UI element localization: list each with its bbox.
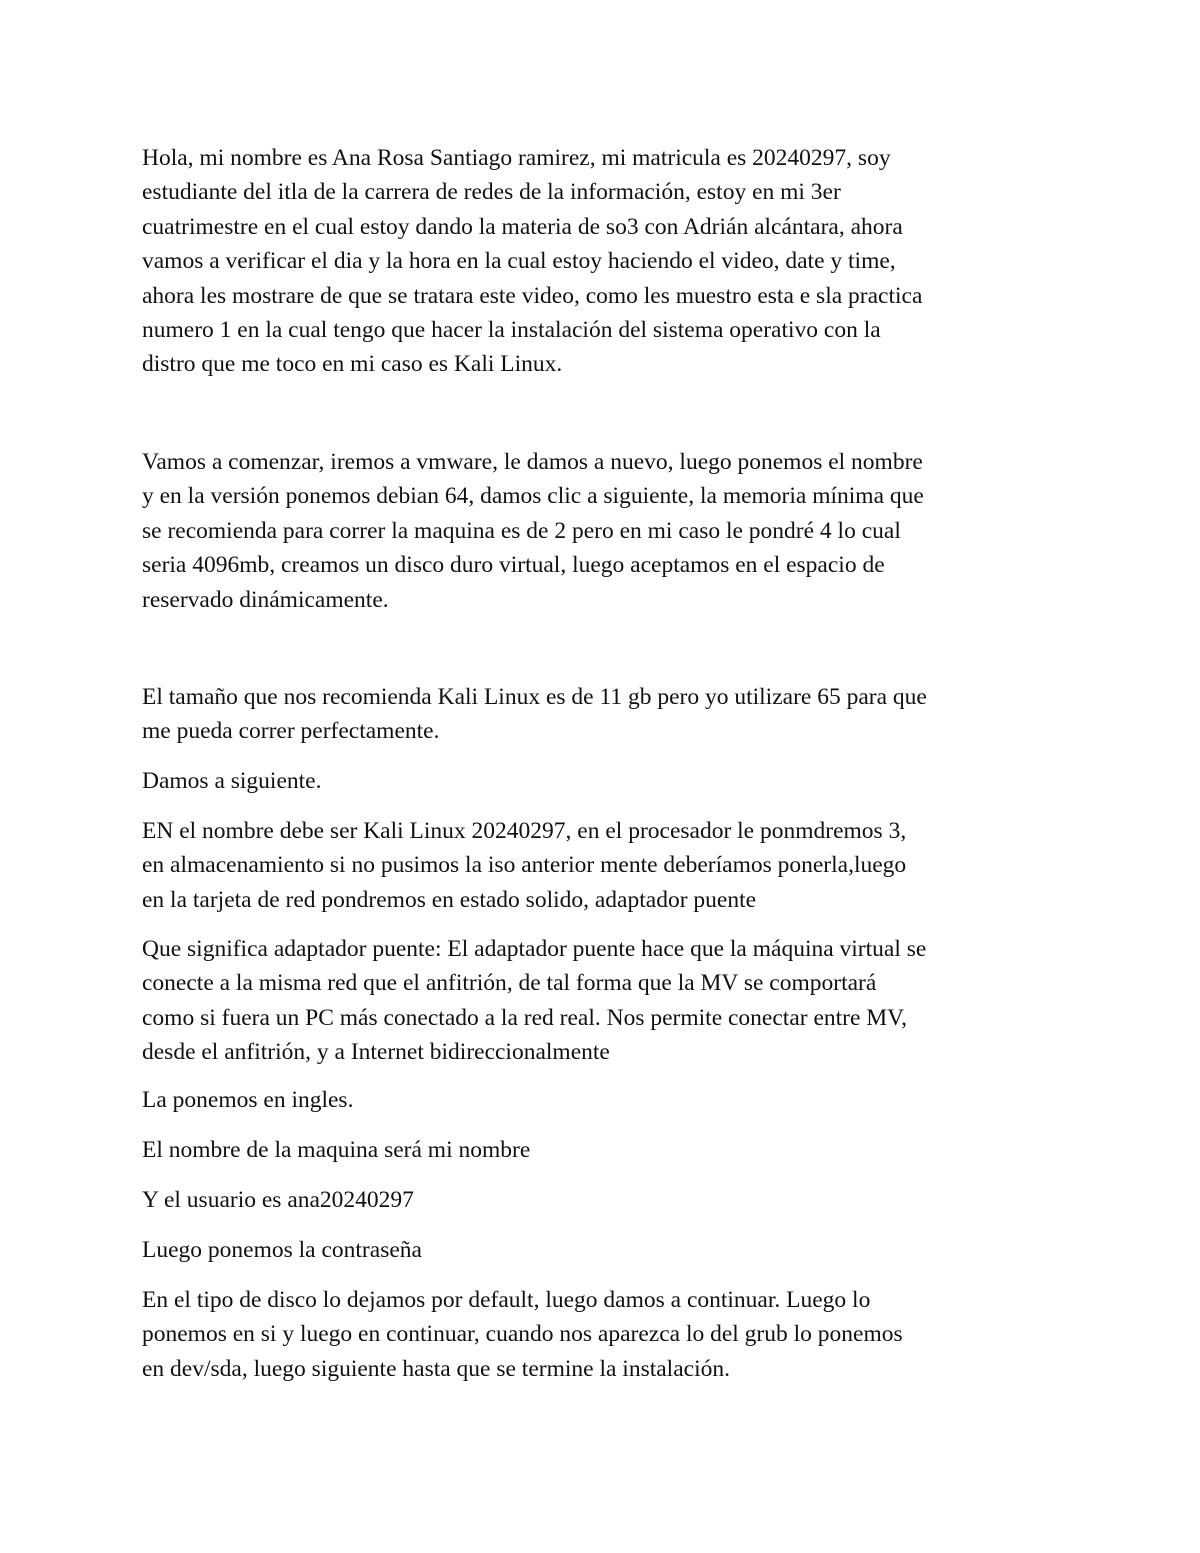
paragraph-vmware-setup	[142, 445, 1072, 617]
paragraph-language	[142, 1083, 1072, 1117]
paragraph-line: desde el anfitrión, y a Internet bidireccionalmente	[142, 1039, 610, 1066]
paragraph-line: Luego ponemos la contraseña	[142, 1237, 422, 1263]
paragraph-line: Hola, mi nombre es Ana Rosa Santiago ramirez, mi matricula es 20240297, soy	[142, 145, 891, 171]
paragraph-line: en dev/sda, luego siguiente hasta que se termine la instalación.	[142, 1355, 730, 1382]
paragraph-line: en la tarjeta de red pondremos en estado solido, adaptador puente	[142, 886, 757, 913]
paragraph-introduction	[142, 141, 1072, 382]
paragraph-disk-size	[142, 680, 1072, 749]
paragraph-line: vamos a verificar el dia y la hora en la cual estoy haciendo el video, date y time,	[142, 248, 896, 275]
paragraph-line: se recomienda para correr la maquina es de 2 pero en mi caso le pondré 4 lo cual	[142, 517, 901, 544]
paragraph-line: Vamos a comenzar, iremos a vmware, le damos a nuevo, luego ponemos el nombre	[142, 449, 923, 475]
paragraph-line: me pueda correr perfectamente.	[142, 718, 440, 745]
paragraph-line: reservado dinámicamente.	[142, 586, 389, 613]
paragraph-line: cuatrimestre en el cual estoy dando la materia de so3 con Adrián alcántara, ahora	[142, 213, 903, 240]
paragraph-line: Y el usuario es ana20240297	[142, 1187, 414, 1213]
paragraph-next-step	[142, 764, 1072, 798]
paragraph-line: numero 1 en la cual tengo que hacer la instalación del sistema operativo con la	[142, 316, 881, 343]
paragraph-vm-name	[142, 814, 1072, 917]
paragraph-line: distro que me toco en mi caso es Kali Linux.	[142, 351, 563, 378]
paragraph-line: EN el nombre debe ser Kali Linux 20240297, en el procesador le ponmdremos 3,	[142, 818, 907, 844]
paragraph-line: en almacenamiento si no pusimos la iso anterior mente deberíamos ponerla,luego	[142, 852, 907, 879]
paragraph-line: como si fuera un PC más conectado a la red real. Nos permite conectar entre MV,	[142, 1004, 908, 1031]
paragraph-line: El nombre de la maquina será mi nombre	[142, 1137, 531, 1163]
paragraph-line: ahora les mostrare de que se tratara este video, como les muestro esta e sla practica	[142, 282, 923, 309]
paragraph-password	[142, 1233, 1072, 1267]
paragraph-line: y en la versión ponemos debian 64, damos clic a siguiente, la memoria mínima que	[142, 483, 924, 510]
paragraph-machine-name	[142, 1133, 1072, 1167]
paragraph-line: ponemos en si y luego en continuar, cuando nos aparezca lo del grub lo ponemos	[142, 1321, 903, 1348]
paragraph-line: seria 4096mb, creamos un disco duro virtual, luego aceptamos en el espacio de	[142, 552, 885, 579]
paragraph-line: Damos a siguiente.	[142, 768, 322, 794]
paragraph-line: La ponemos en ingles.	[142, 1087, 354, 1113]
paragraph-disk-type	[142, 1283, 1072, 1386]
paragraph-line: El tamaño que nos recomienda Kali Linux es de 11 gb pero yo utilizare 65 para que	[142, 684, 927, 710]
paragraph-username	[142, 1183, 1072, 1217]
paragraph-line: estudiante del itla de la carrera de redes de la información, estoy en mi 3er	[142, 179, 841, 206]
paragraph-line: conecte a la misma red que el anfitrión, de tal forma que la MV se comportará	[142, 970, 877, 997]
paragraph-bridge-adapter	[142, 932, 1072, 1070]
paragraph-line: Que significa adaptador puente: El adaptador puente hace que la máquina virtual se	[142, 936, 927, 962]
paragraph-line: En el tipo de disco lo dejamos por default, luego damos a continuar. Luego lo	[142, 1287, 871, 1313]
